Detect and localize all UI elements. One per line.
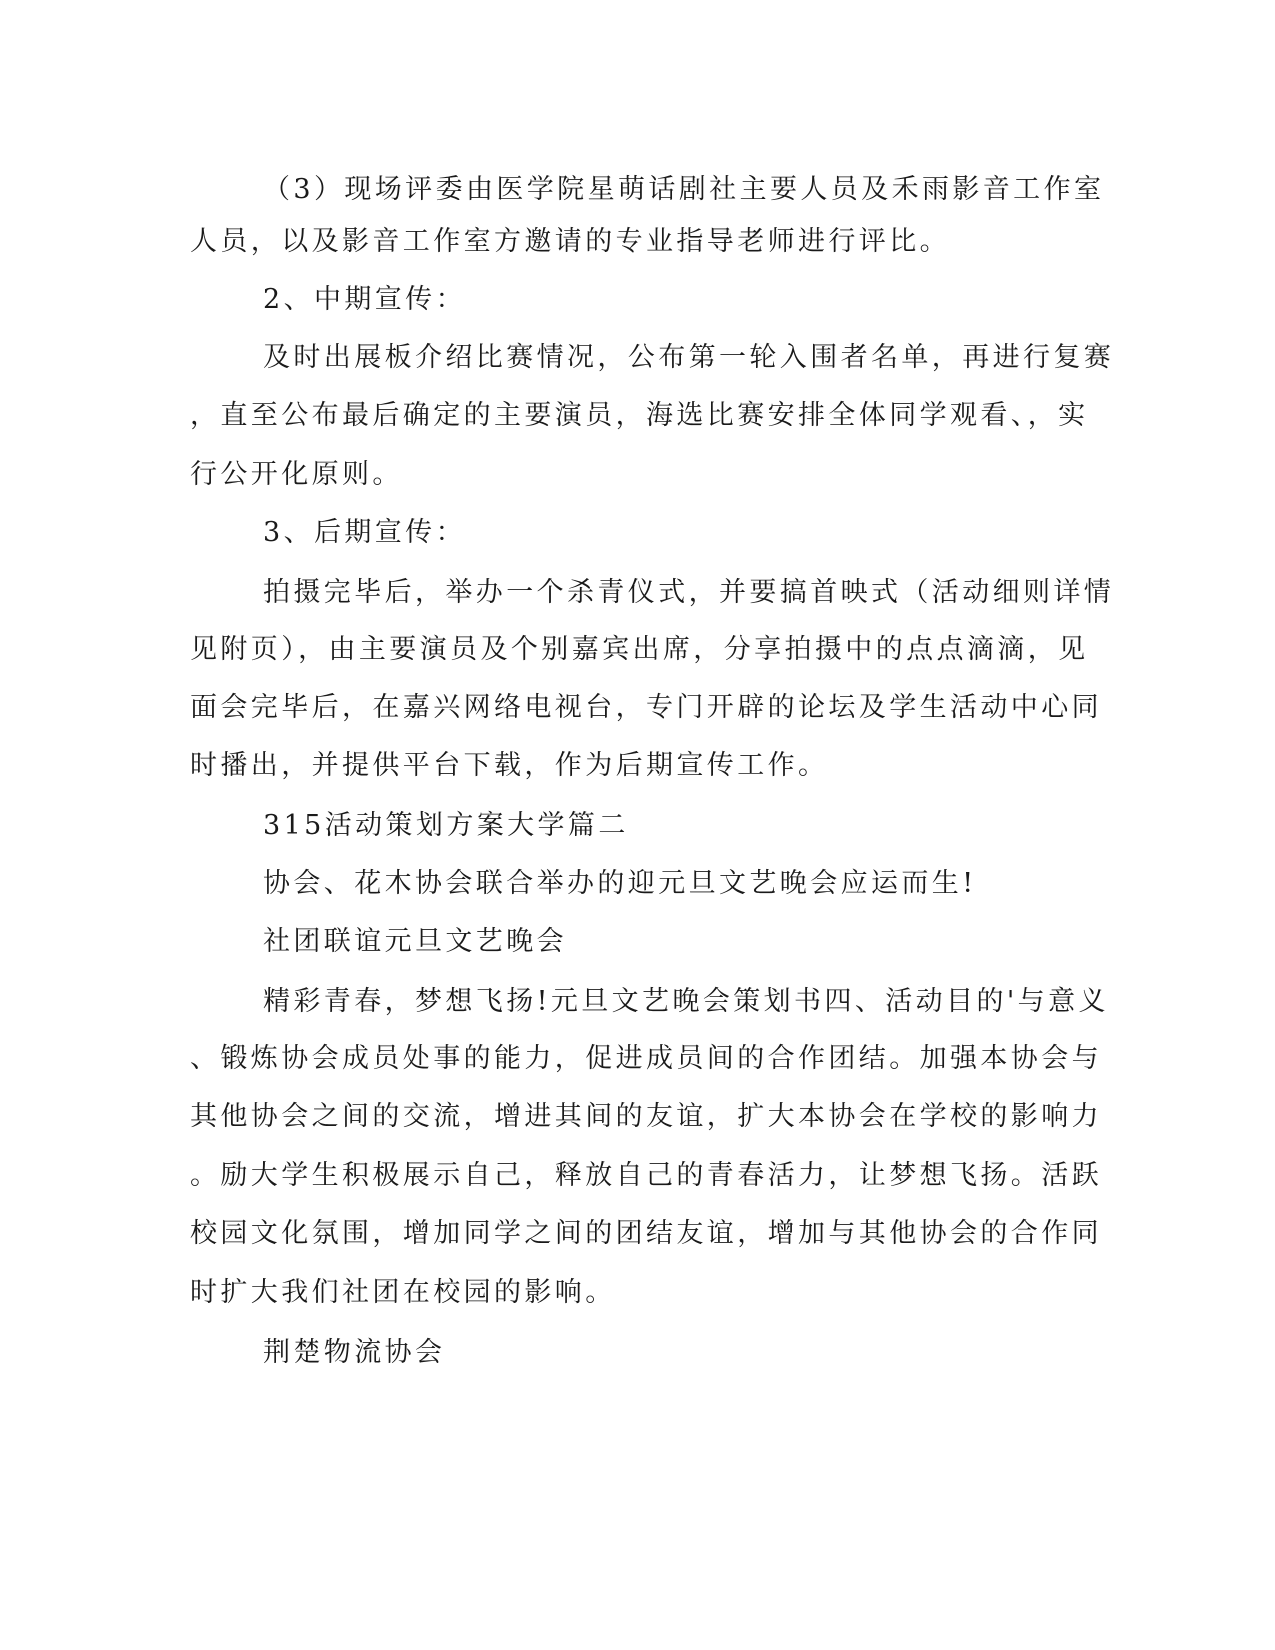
text-line: ，直至公布最后确定的主要演员，海选比赛安排全体同学观看、，实 [190,400,1089,431]
text-line: 见附页），由主要演员及个别嘉宾出席，分享拍摄中的点点滴滴，见 [190,634,1089,665]
text-line: 校园文化氛围，增加同学之间的团结友谊，增加与其他协会的合作同 [190,1218,1102,1249]
section-heading: 社团联谊元旦文艺晚会 [263,926,567,957]
text-line: 行公开化原则。 [190,459,403,490]
text-line: 时播出，并提供平台下载，作为后期宣传工作。 [190,750,829,781]
section-heading: 2、中期宣传： [263,284,466,315]
section-heading: 3、后期宣传： [263,517,466,548]
text-line: 其他协会之间的交流，增进其间的友谊，扩大本协会在学校的影响力 [190,1101,1102,1132]
text-line: 面会完毕后，在嘉兴网络电视台，专门开辟的论坛及学生活动中心同 [190,692,1102,723]
text-line: 。励大学生积极展示自己，释放自己的青春活力，让梦想飞扬。活跃 [190,1160,1102,1191]
text-line: 时扩大我们社团在校园的影响。 [190,1277,616,1308]
text-line: 精彩青春，梦想飞扬!元旦文艺晚会策划书四、活动目的'与意义 [263,986,1109,1017]
section-heading: 315活动策划方案大学篇二 [263,810,629,841]
text-line: （3）现场评委由医学院星萌话剧社主要人员及禾雨影音工作室 [263,174,1105,205]
text-line: 、锻炼协会成员处事的能力，促进成员间的合作团结。加强本协会与 [190,1043,1102,1074]
text-line: 拍摄完毕后，举办一个杀青仪式，并要搞首映式（活动细则详情 [263,577,1115,608]
text-line: 荆楚物流协会 [263,1337,446,1368]
text-line: 人员，以及影音工作室方邀请的专业指导老师进行评比。 [190,226,950,257]
text-line: 及时出展板介绍比赛情况，公布第一轮入围者名单，再进行复赛 [263,342,1115,373]
text-line: 协会、花木协会联合举办的迎元旦文艺晚会应运而生! [263,868,977,899]
